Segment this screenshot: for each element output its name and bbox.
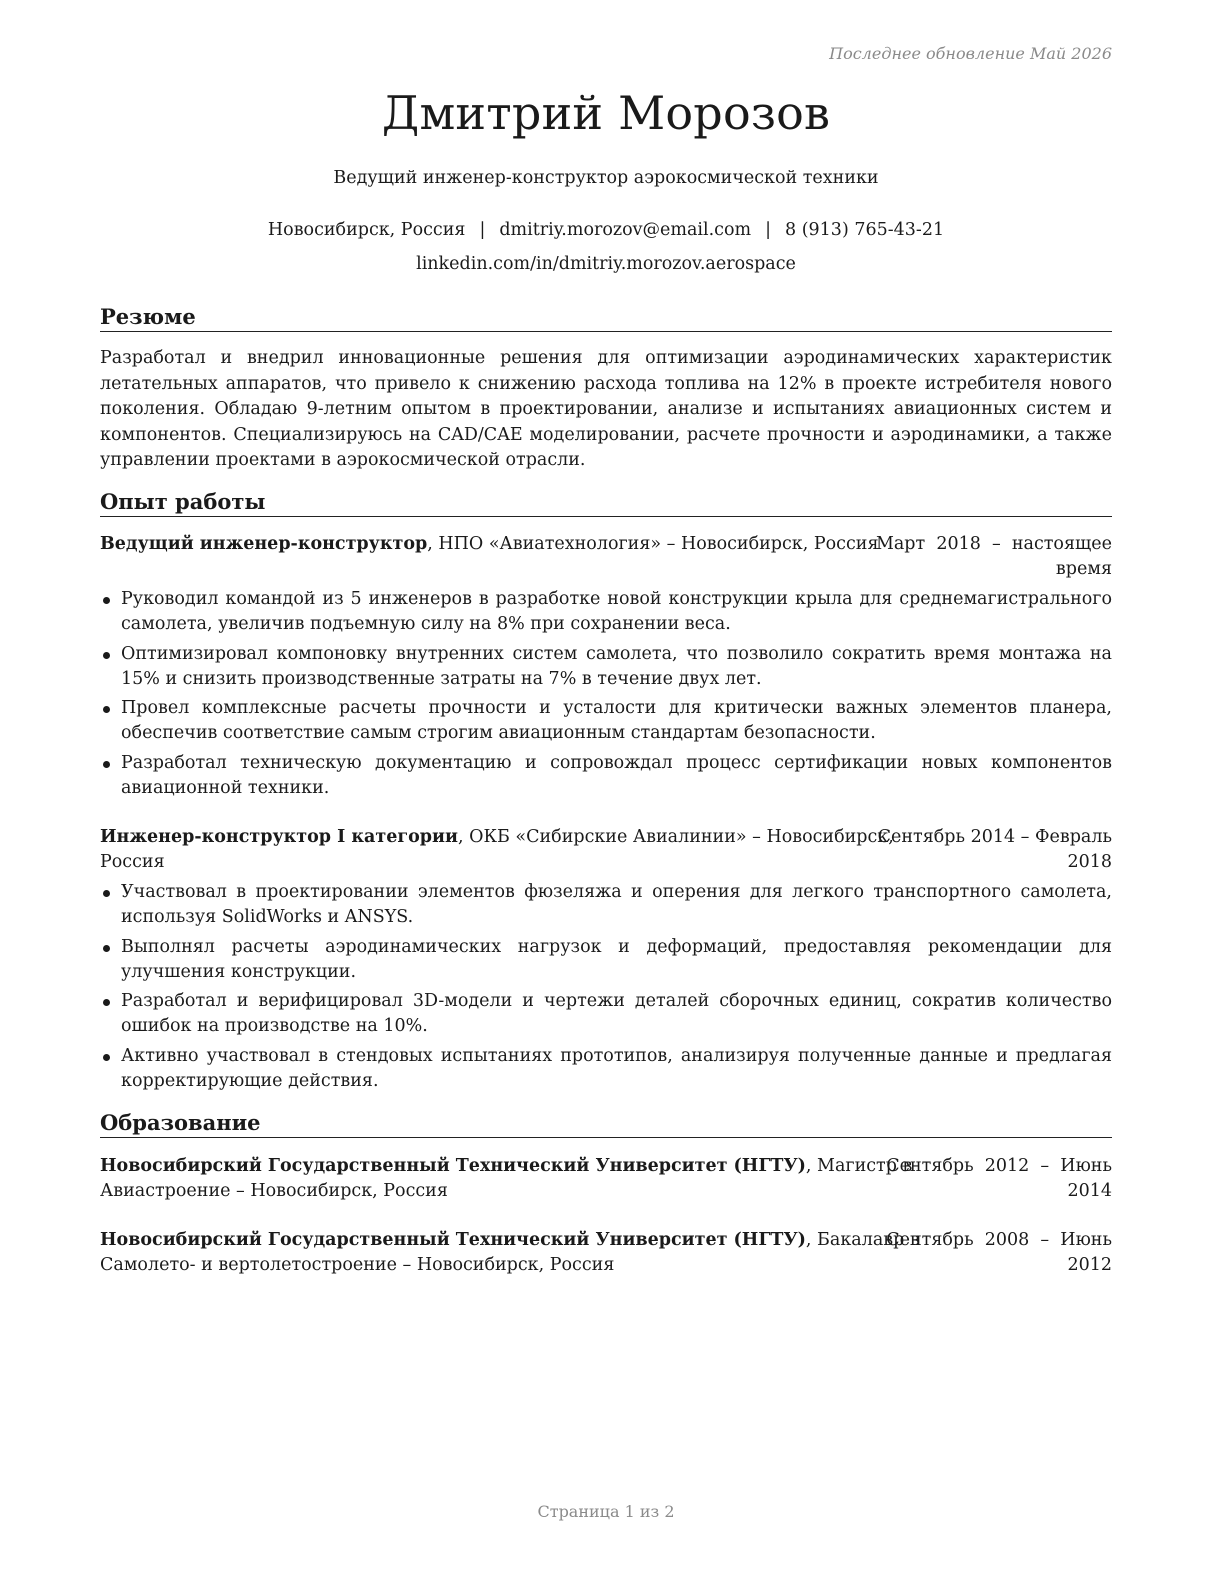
list-item [100,587,1112,637]
list-item [100,751,1112,801]
education-degree-line2: Авиастроение – Новосибирск, Россия [100,1181,448,1201]
job-company-line2: Россия [100,852,165,872]
email-link[interactable]: dmitriy.morozov@email.com [499,220,752,240]
list-item [100,1044,1112,1094]
bullet-text: Разработал и верифицировал 3D-модели и чертежи деталей сборочных единиц, сократив количество ошибок на производстве на 10%. [121,991,1112,1036]
job-company: , НПО «Авиатехнология» – Новосибирск, Россия [427,534,879,554]
job-title-line [100,825,894,875]
bullet-icon [103,652,110,659]
bullet-icon [103,1054,110,1061]
bullet-icon [103,597,110,604]
job-company: , ОКБ «Сибирские Авиалинии» – Новосибирск, [457,827,894,847]
list-item [100,642,1112,692]
job-dates-line2: время [1055,559,1112,579]
resume-page [100,0,1112,1584]
list-item [100,696,1112,746]
job-dates [878,825,1112,875]
contact-separator: | [765,220,772,240]
education-dates-line2: 2014 [1067,1181,1112,1201]
bullet-icon [103,945,110,952]
phone: 8 (913) 765-43-21 [785,220,945,240]
bullet-icon [103,706,110,713]
list-item [100,935,1112,985]
education-item [100,1228,1112,1278]
contact-line [100,220,1112,240]
education-school: Новосибирский Государственный Технический Университет (НГТУ) [100,1230,806,1250]
education-degree: , Бакалавр в [805,1230,920,1250]
candidate-headline: Ведущий инженер-конструктор аэрокосмической техники [333,168,879,188]
job-dates [876,532,1112,582]
job-bullets [100,587,1112,805]
section-title-education: Образование [100,1110,1112,1138]
education-item [100,1154,1112,1204]
education-title-line [100,1228,920,1278]
last-updated: Последнее обновление Май 2026 [829,44,1112,63]
page-number: Страница 1 из 2 [537,1502,675,1521]
job-title-line [100,532,878,557]
education-dates [886,1154,1112,1204]
education-dates [886,1228,1112,1278]
job-bullets [100,880,1112,1098]
bullet-text: Разработал техническую документацию и сопровождал процесс сертификации новых компонентов авиационной техники. [121,752,1112,798]
job-header [100,825,1112,875]
section-title-summary: Резюме [100,304,1112,332]
bullet-text: Оптимизировал компоновку внутренних систем самолета, что позволило сократить время монтажа на 15% и снизить производственные затраты на 7% в течение двух лет. [121,643,1112,689]
section-title-experience: Опыт работы [100,489,1112,517]
summary-text: Разработал и внедрил инновационные решения для оптимизации аэродинамических характеристик летательных аппаратов, что привело к снижению расхода топлива на 12% в проекте истребителя нового поколения. Обладаю 9-летним опытом в проектировании, анализе и испытаниях авиационных систем и компонентов. Специализируюсь на CAD/CAE моделировании, расчете прочности и аэродинамики, а также управлении проектами в аэрокосмической отрасли. [100,348,1112,470]
job-header [100,532,1112,582]
job-dates-line1: Март 2018 – настоящее [875,534,1112,554]
bullet-text: Выполнял расчеты аэродинамических нагрузок и деформаций, предоставляя рекомендации для улучшения конструкции. [121,936,1112,982]
education-dates-line1: Сентябрь 2008 – Июнь [886,1230,1112,1250]
education-school: Новосибирский Государственный Технический Университет (НГТУ) [100,1156,806,1176]
job-dates-line1: Сентябрь 2014 – Февраль [877,827,1112,847]
candidate-name: Дмитрий Морозов [381,86,831,140]
contact-separator: | [479,220,486,240]
education-degree: , Магистр в [805,1156,913,1176]
location: Новосибирск, Россия [267,220,466,240]
education-degree-line2: Самолето- и вертолетостроение – Новосибирск, Россия [100,1255,615,1275]
education-title-line [100,1154,912,1204]
job-position: Ведущий инженер-конструктор [100,534,428,554]
bullet-text: Руководил командой из 5 инженеров в разработке новой конструкции крыла для среднемагистрального самолета, увеличив подъемную силу на 8% при сохранении веса. [121,589,1112,634]
bullet-icon [103,761,110,768]
bullet-icon [103,890,110,897]
bullet-text: Участвовал в проектировании элементов фюзеляжа и оперения для легкого транспортного самолета, используя SolidWorks и ANSYS. [121,882,1112,927]
list-item [100,880,1112,930]
education-dates-line1: Сентябрь 2012 – Июнь [886,1156,1112,1176]
job-position: Инженер-конструктор I категории [100,827,458,847]
list-item [100,989,1112,1039]
bullet-text: Активно участвовал в стендовых испытаниях прототипов, анализируя полученные данные и предлагая корректирующие действия. [121,1045,1112,1091]
linkedin-link[interactable]: linkedin.com/in/dmitriy.morozov.aerospace [416,254,796,274]
job-dates-line2: 2018 [1067,852,1112,872]
bullet-icon [103,999,110,1006]
bullet-text: Провел комплексные расчеты прочности и усталости для критически важных элементов планера, обеспечив соответствие самым строгим авиационным стандартам безопасности. [121,698,1112,743]
education-dates-line2: 2012 [1067,1255,1112,1275]
